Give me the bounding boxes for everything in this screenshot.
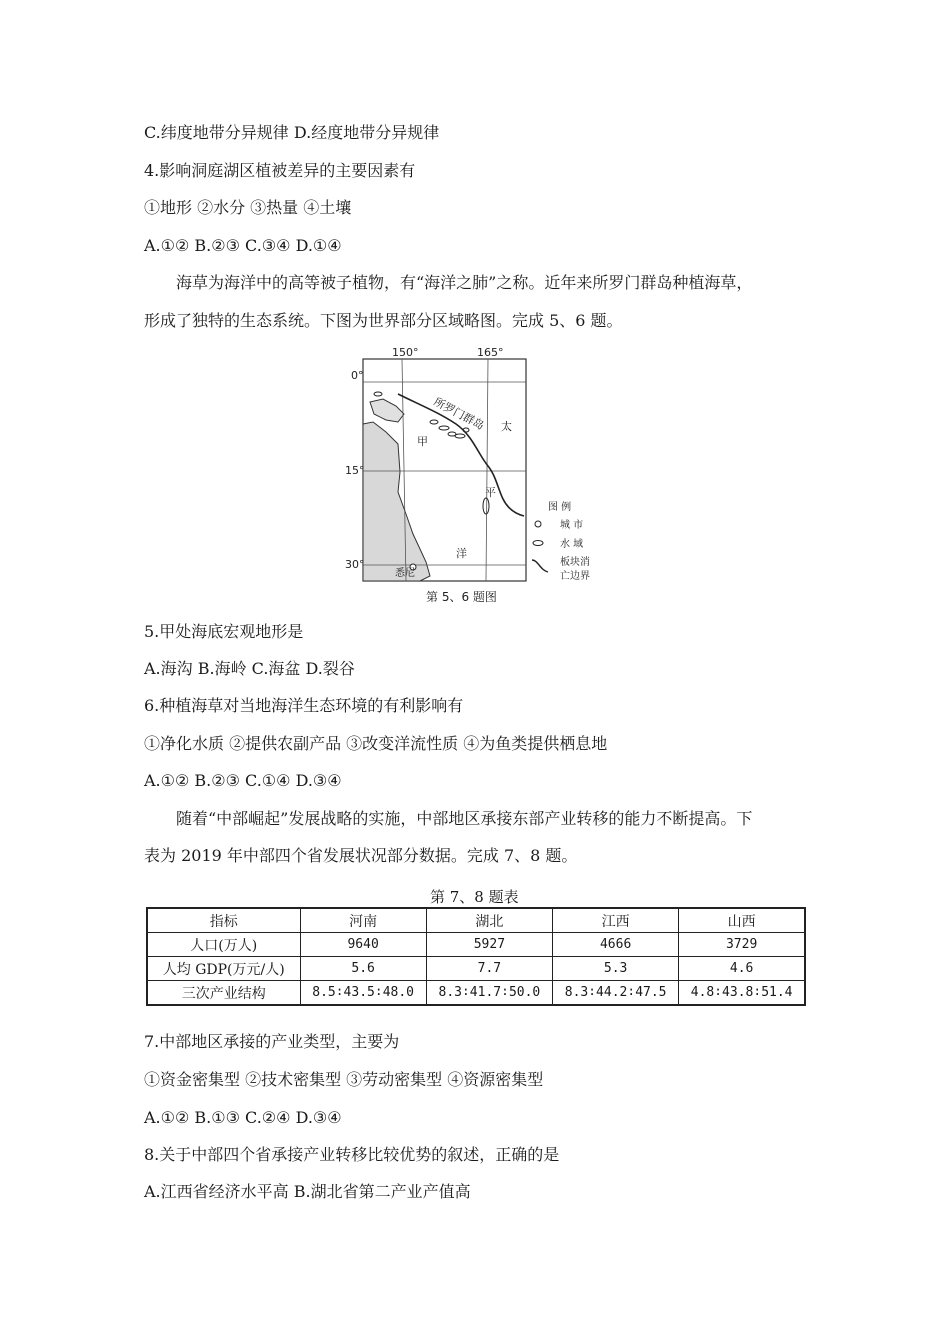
ping-label: 平	[485, 486, 496, 499]
lon-label-150: 150°	[392, 346, 419, 359]
lon-label-165: 165°	[477, 346, 504, 359]
lat-label-30: 30°	[345, 558, 365, 571]
q3-options-cd: C.纬度地带分异规律 D.经度地带分异规律	[144, 123, 440, 142]
question-8-options: A.江西省经济水平高 B.湖北省第二产业产值高	[144, 1182, 471, 1201]
table-cell: 5.6	[300, 957, 426, 981]
table-cell: 5.3	[553, 957, 679, 981]
table-header-row	[147, 908, 805, 933]
question-4: 4.影响洞庭湖区植被差异的主要因素有	[144, 161, 416, 180]
question-4-options: A.①② B.②③ C.③④ D.①④	[144, 236, 342, 255]
legend-city: 城 市	[560, 520, 584, 531]
question-8: 8.关于中部四个省承接产业转移比较优势的叙述，正确的是	[144, 1145, 560, 1164]
table-header-cell: 江西	[553, 908, 679, 933]
table-header-cell: 湖北	[426, 908, 552, 933]
passage-2-line-1: 随着“中部崛起”发展战略的实施，中部地区承接东部产业转移的能力不断提高。下	[176, 809, 753, 828]
passage-2-line-2: 表为 2019 年中部四个省发展状况部分数据。完成 7、8 题。	[144, 846, 578, 865]
lat-label-0: 0°	[351, 369, 364, 382]
table-cell: 人均 GDP(万元/人)	[147, 957, 300, 981]
question-6: 6.种植海草对当地海洋生态环境的有利影响有	[144, 696, 464, 715]
legend-boundary-icon	[532, 560, 548, 572]
table-row	[147, 957, 805, 981]
legend-water-icon	[533, 541, 543, 546]
question-5-options: A.海沟 B.海岭 C.海盆 D.裂谷	[144, 659, 355, 678]
table-row	[147, 933, 805, 957]
legend-boundary-1: 板块消	[560, 557, 590, 568]
map-legend	[532, 500, 590, 582]
question-7-options: A.①② B.①③ C.②④ D.③④	[144, 1108, 342, 1127]
question-7: 7.中部地区承接的产业类型，主要为	[144, 1032, 400, 1051]
table-header-cell: 河南	[300, 908, 426, 933]
table-header-cell: 指标	[147, 908, 300, 933]
table-header-cell: 山西	[679, 908, 805, 933]
table-cell: 三次产业结构	[147, 981, 300, 1006]
sydney-label: 悉尼	[395, 568, 415, 579]
legend-water: 水 域	[560, 539, 584, 550]
table-cell: 5927	[426, 933, 552, 957]
legend-boundary-2: 亡边界	[560, 571, 590, 582]
table-row	[147, 981, 805, 1006]
table-cell: 8.3∶44.2∶47.5	[553, 981, 679, 1006]
table-title: 第 7、8 题表	[430, 888, 519, 906]
table-cell: 3729	[679, 933, 805, 957]
tai-label: 太	[501, 420, 512, 433]
question-6-items: ①净化水质 ②提供农副产品 ③改变洋流性质 ④为鱼类提供栖息地	[144, 734, 608, 753]
lat-label-15: 15°	[345, 464, 365, 477]
question-6-options: A.①② B.②③ C.①④ D.③④	[144, 771, 342, 790]
table-cell: 人口(万人)	[147, 933, 300, 957]
question-7-items: ①资金密集型 ②技术密集型 ③劳动密集型 ④资源密集型	[144, 1070, 544, 1089]
question-4-items: ①地形 ②水分 ③热量 ④土壤	[144, 198, 352, 217]
table-cell: 8.5∶43.5∶48.0	[300, 981, 426, 1006]
passage-1-line-2: 形成了独特的生态系统。下图为世界部分区域略图。完成 5、6 题。	[144, 311, 623, 330]
legend-city-icon	[535, 521, 541, 527]
table-cell: 9640	[300, 933, 426, 957]
jia-label: 甲	[417, 435, 428, 448]
table-cell: 8.3∶41.7∶50.0	[426, 981, 552, 1006]
map-caption: 第 5、6 题图	[426, 590, 497, 604]
table-cell: 4.8∶43.8∶51.4	[679, 981, 805, 1006]
world-region-map	[338, 344, 608, 606]
passage-1-line-1: 海草为海洋中的高等被子植物，有“海洋之肺”之称。近年来所罗门群岛种植海草，	[176, 273, 753, 292]
province-data-table	[146, 907, 806, 1006]
solomon-label: 所罗门群岛	[431, 395, 487, 433]
table-cell: 7.7	[426, 957, 552, 981]
table-cell: 4666	[553, 933, 679, 957]
question-5: 5.甲处海底宏观地形是	[144, 622, 304, 641]
legend-title: 图 例	[548, 502, 572, 513]
table-cell: 4.6	[679, 957, 805, 981]
yang-label: 洋	[456, 547, 467, 560]
